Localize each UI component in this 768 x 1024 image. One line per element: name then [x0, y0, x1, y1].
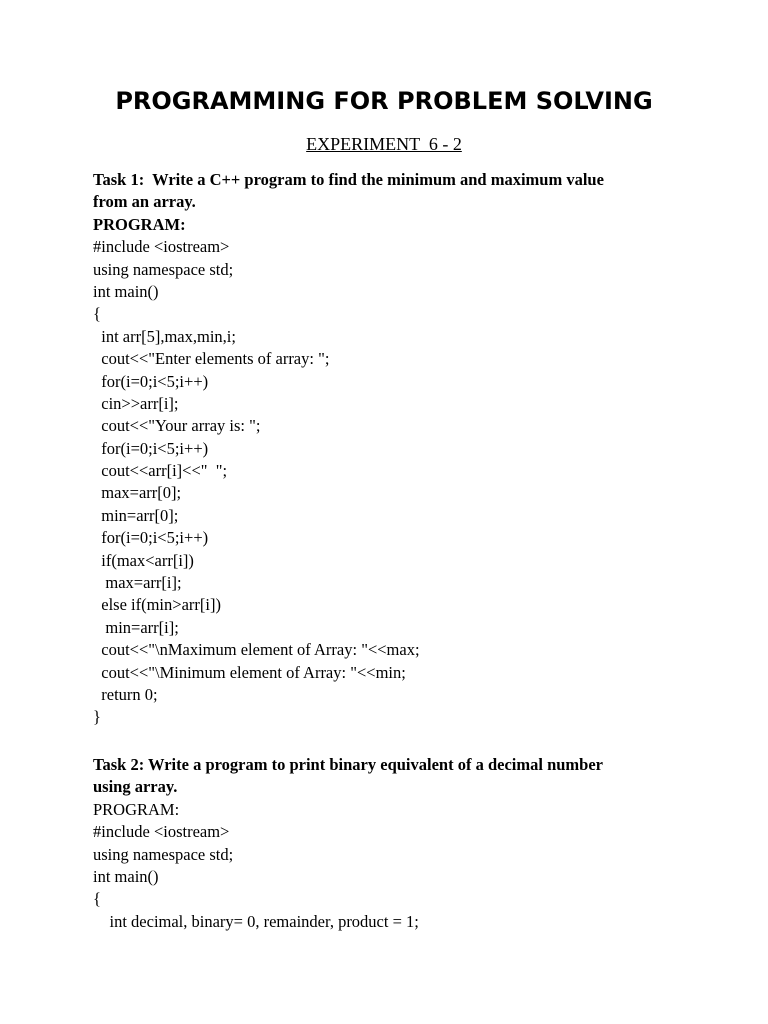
code-line: {	[93, 304, 101, 324]
code-line: cout<<"Enter elements of array: ";	[93, 349, 330, 369]
code-line: #include <iostream>	[93, 822, 230, 842]
code-line: cin>>arr[i];	[93, 393, 179, 413]
code-line: using namespace std;	[93, 259, 234, 279]
code-line: cout<<"Your array is: ";	[93, 416, 261, 436]
experiment-subtitle	[0, 132, 768, 156]
code-line: min=arr[i];	[93, 617, 179, 637]
code-line: max=arr[i];	[93, 573, 182, 593]
task-1-heading-line-1: Task 1: Write a C++ program to find the minimum and maximum value	[93, 170, 604, 189]
code-line: cout<<"\nMaximum element of Array: "<<max;	[93, 640, 420, 660]
code-line: int decimal, binary= 0, remainder, product = 1;	[93, 911, 419, 931]
task-1-section	[93, 169, 693, 729]
code-line: cout<<"\Minimum element of Array: "<<min;	[93, 662, 406, 682]
code-line: min=arr[0];	[93, 505, 179, 525]
code-line: cout<<arr[i]<<" ";	[93, 461, 228, 481]
code-line: for(i=0;i<5;i++)	[93, 438, 209, 458]
task-1-heading-line-2: from an array.	[93, 192, 196, 212]
code-line: max=arr[0];	[93, 483, 182, 503]
code-line: #include <iostream>	[93, 237, 230, 257]
code-line: return 0;	[93, 684, 158, 704]
code-line: int arr[5],max,min,i;	[93, 326, 236, 346]
code-line: }	[93, 707, 101, 727]
task-2-heading-line-1: Task 2: Write a program to print binary equivalent of a decimal number	[93, 755, 603, 774]
task-1-program-label: PROGRAM:	[93, 214, 186, 234]
experiment-subtitle-text: EXPERIMENT 6 - 2	[306, 134, 462, 154]
code-line: using namespace std;	[93, 844, 234, 864]
task-2-section	[93, 754, 693, 933]
code-line: {	[93, 889, 101, 909]
task-2-program-label: PROGRAM:	[93, 799, 180, 819]
code-line: for(i=0;i<5;i++)	[93, 371, 209, 391]
task-2-heading-line-2: using array.	[93, 777, 178, 797]
code-line: for(i=0;i<5;i++)	[93, 528, 209, 548]
code-line: if(max<arr[i])	[93, 550, 194, 570]
code-line: else if(min>arr[i])	[93, 595, 221, 615]
code-line: int main()	[93, 866, 159, 886]
code-line: int main()	[93, 281, 159, 301]
document-title: PROGRAMMING FOR PROBLEM SOLVING	[115, 87, 653, 115]
